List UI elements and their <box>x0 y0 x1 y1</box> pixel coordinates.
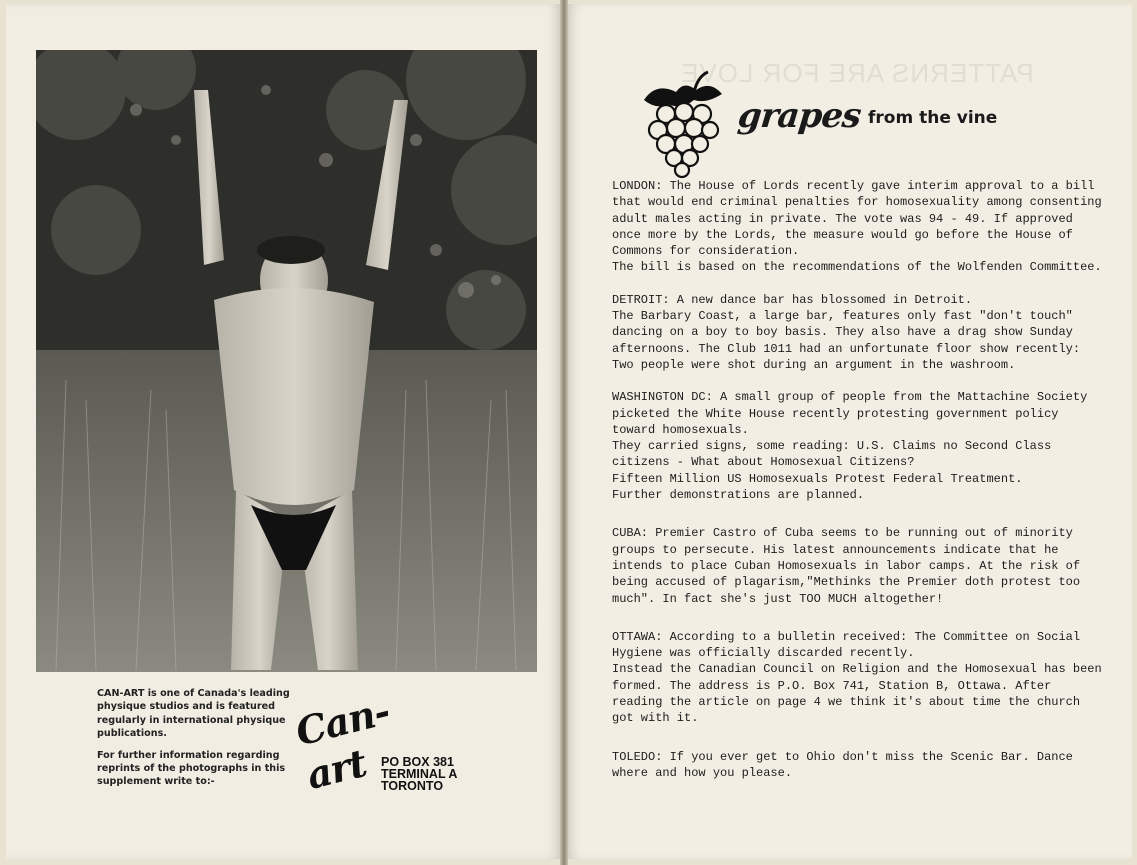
section-title: grapes <box>735 96 863 136</box>
news-items <box>612 178 1106 797</box>
address-line-2: TERMINAL A <box>381 767 458 781</box>
news-item-london: LONDON: The House of Lords recently gave interim approval to a bill that would end criminal penalties for homosexuality among consenting adult males acting in private. The vote was 94 - 49. If approved once more by the Lords, the measure would go before the House of Commons for consideration. The bill is based on the recommendations of the Wolfenden Committee. <box>612 179 1102 275</box>
physique-photograph <box>36 50 537 672</box>
news-item-detroit: DETROIT: A new dance bar has blossomed in Detroit. The Barbary Coast, a large bar, features only fast "don't touch" dancing on a boy to boy basis. They also have a drag show Sunday afternoons. The Club 1011 had an unfortunate floor show recently: Two people were shot during an argument in the washroom. <box>612 292 1081 372</box>
page-gutter <box>560 0 568 865</box>
address-line-1: PO BOX 381 <box>381 755 454 769</box>
studio-caption <box>97 687 302 797</box>
show-through-text: PATTERNS ARE FOR LOVE <box>680 58 1034 88</box>
section-subtitle: from the vine <box>868 108 998 128</box>
news-item-toledo: TOLEDO: If you ever get to Ohio don't miss the Scenic Bar. Dance where and how you please. <box>612 749 1073 780</box>
caption-paragraph-1: CAN-ART is one of Canada's leading physique studios and is featured regularly in international physique publications. <box>97 688 290 740</box>
news-item-ottawa: OTTAWA: According to a bulletin received: The Committee on Social Hygiene was officially discarded recently. Instead the Canadian Council on Religion and the Homosexual has been formed. The address is P.O. Box 741, Station B, Ottawa. After reading the article on page 4 we think it's about time the church got with it. <box>612 629 1102 726</box>
news-item-cuba: CUBA: Premier Castro of Cuba seems to be running out of minority groups to persecute. His latest announcements indicate that he intends to place Cuban Homosexuals in labor camps. At the risk of being accused of plagarism,"Methinks the Premier doth protest too much". In fact she's just TOO MUCH altogether! <box>612 526 1081 606</box>
news-item-washington: WASHINGTON DC: A small group of people from the Mattachine Society picketed the White House recently protesting government policy toward homosexuals. They carried signs, some reading: U.S. Claims no Second Class citizens - What about Homosexual Citizens? Fifteen Million US Homosexuals Protest Federal Treatment. Further demonstrations are planned. <box>612 390 1088 503</box>
can-art-logo <box>291 687 463 800</box>
can-art-address <box>381 756 457 792</box>
caption-paragraph-2: For further information regarding reprints of the photographs in this supplement write to:- <box>97 749 286 788</box>
address-line-3: TORONTO <box>381 779 444 793</box>
can-art-wordmark: Can-art <box>291 687 394 798</box>
